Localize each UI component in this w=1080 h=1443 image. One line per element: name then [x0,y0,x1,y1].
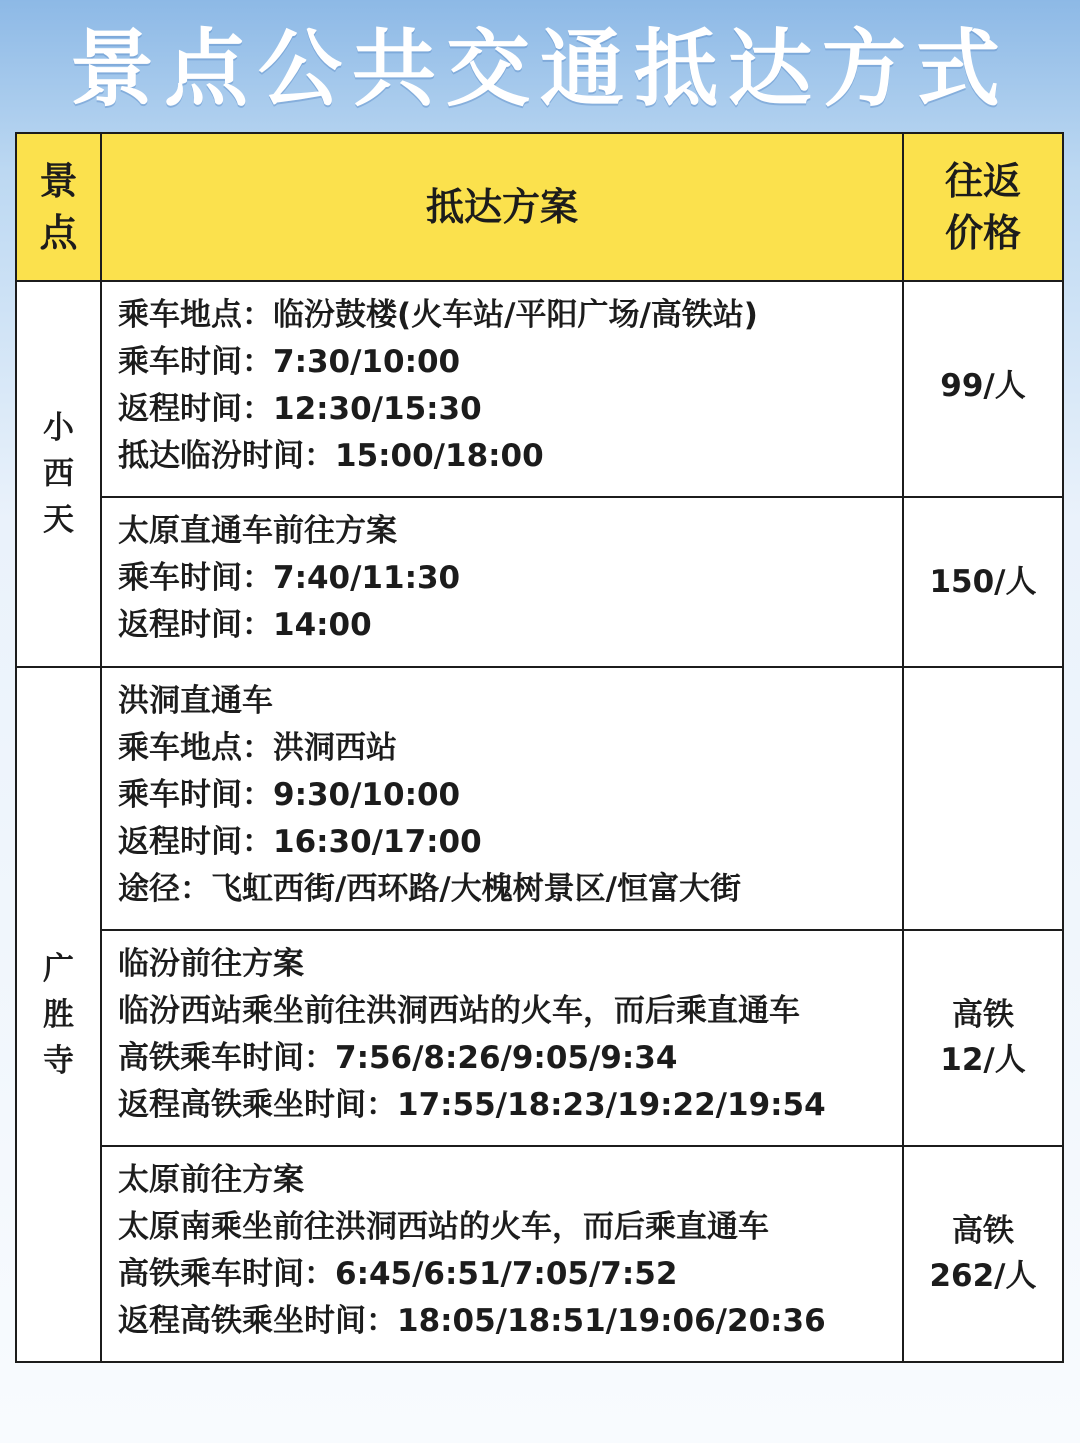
plan-line: 高铁乘车时间：7:56/8:26/9:05/9:34 [118,1040,678,1076]
plan-line: 乘车地点：洪洞西站 [118,730,397,766]
header-spot: 景 点 [16,133,101,281]
plan-line: 返程时间：14:00 [118,607,372,643]
plan-cell [101,667,903,930]
price-value: 12/人 [940,1042,1026,1078]
table-row [16,281,1063,497]
price-label: 高铁 [952,1213,1014,1249]
table-row [16,497,1063,667]
price-value: 262/人 [929,1258,1037,1294]
plan-cell [101,281,903,497]
plan-line: 临汾西站乘坐前往洪洞西站的火车，而后乘直通车 [118,993,800,1029]
price-value: 150/人 [929,563,1037,600]
price-value: 99/人 [940,368,1026,404]
plan-line: 高铁乘车时间：6:45/6:51/7:05/7:52 [118,1256,678,1292]
price-cell [903,930,1063,1146]
plan-cell [101,497,903,667]
plan-line: 返程高铁乘坐时间：17:55/18:23/19:22/19:54 [118,1087,826,1123]
plan-line: 途径：飞虹西街/西环路/大槐树景区/恒富大街 [118,871,741,907]
plan-line: 太原直通车前往方案 [118,513,397,549]
plan-line: 太原南乘坐前往洪洞西站的火车，而后乘直通车 [118,1209,769,1245]
page-title: 景点公共交通抵达方式 [69,20,1010,118]
plan-line: 乘车地点：临汾鼓楼(火车站/平阳广场/高铁站) [118,297,758,333]
table-header-row [16,133,1063,281]
header-plan: 抵达方案 [101,133,903,281]
plan-cell [101,930,903,1146]
plan-line: 临汾前往方案 [118,946,304,982]
plan-line: 太原前往方案 [118,1162,304,1198]
plan-line: 返程高铁乘坐时间：18:05/18:51/19:06/20:36 [118,1303,826,1339]
price-cell-empty [903,667,1063,930]
plan-line: 乘车时间：7:30/10:00 [118,344,461,380]
table-row [16,667,1063,930]
plan-line: 乘车时间：9:30/10:00 [118,777,461,813]
header-price: 往返 价格 [903,133,1063,281]
spot-cell-xiaoxitian: 小 西 天 [16,281,101,667]
plan-line: 返程时间：12:30/15:30 [118,391,482,427]
price-label: 高铁 [952,997,1014,1033]
price-cell [903,1146,1063,1362]
table-row [16,930,1063,1146]
plan-line: 抵达临汾时间：15:00/18:00 [118,438,544,474]
plan-cell [101,1146,903,1362]
transport-table [15,132,1064,1363]
price-cell [903,497,1063,667]
plan-line: 返程时间：16:30/17:00 [118,824,482,860]
table-row [16,1146,1063,1362]
price-cell [903,281,1063,497]
spot-cell-guangshengsi: 广 胜 寺 [16,667,101,1362]
plan-line: 洪洞直通车 [118,683,273,719]
plan-line: 乘车时间：7:40/11:30 [118,560,461,596]
